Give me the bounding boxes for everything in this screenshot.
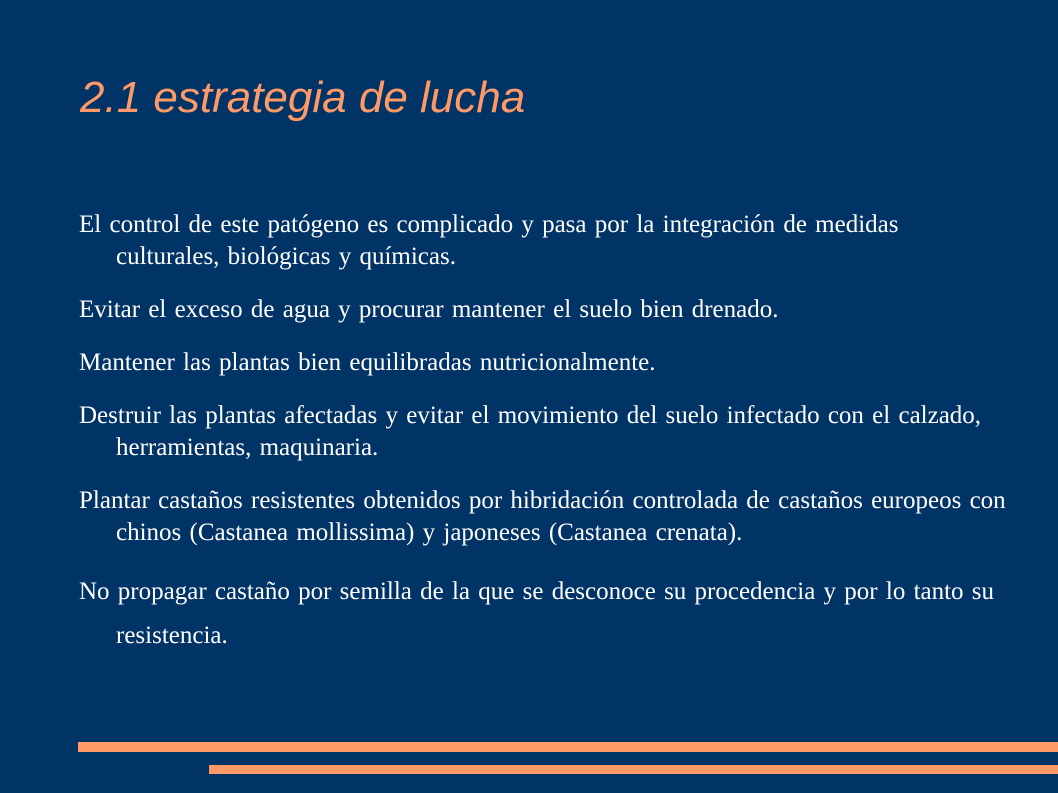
bullet-item: Destruir las plantas afectadas y evitar el movimiento del suelo infectado con el calzado, herramientas, maquinaria. xyxy=(79,402,982,461)
bullet-item: Plantar castaños resistentes obtenidos por hibridación controlada de castaños europeos con chinos (Castanea mollissima) y japoneses (Castanea crenata). xyxy=(79,487,1006,546)
accent-bar-top xyxy=(78,742,1058,752)
bullet-item: El control de este patógeno es complicado y pasa por la integración de medidas culturales, biológicas y químicas. xyxy=(79,211,899,270)
bullet-item: No propagar castaño por semilla de la que se desconoce su procedencia y por lo tanto su resistencia. xyxy=(79,578,995,649)
bullet-item: Evitar el exceso de agua y procurar mantener el suelo bien drenado. xyxy=(79,296,779,323)
bullet-list xyxy=(79,209,1009,658)
slide-title: 2.1 estrategia de lucha xyxy=(80,73,526,122)
accent-bar-bottom xyxy=(209,765,1058,774)
bullet-item: Mantener las plantas bien equilibradas nutricionalmente. xyxy=(79,349,656,376)
